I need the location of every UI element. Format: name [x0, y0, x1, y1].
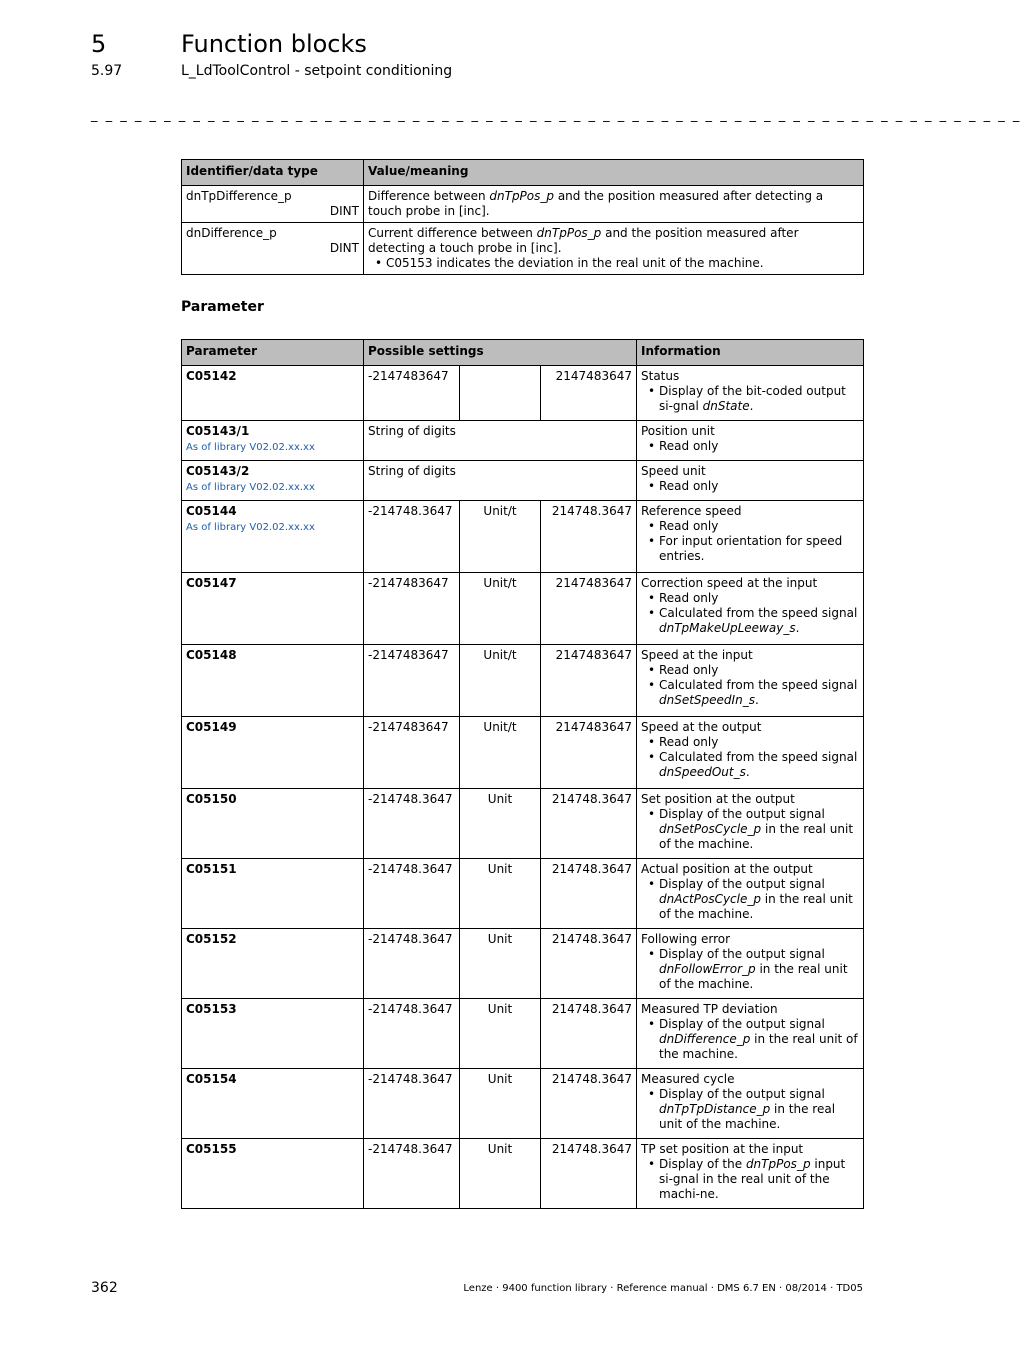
parameter-code-cell	[182, 999, 364, 1069]
column-header-value: Value/meaning	[364, 160, 864, 186]
signal-type: DINT	[329, 241, 359, 255]
setting-min: -214748.3647	[364, 501, 460, 573]
information-title: Measured TP deviation	[641, 1002, 778, 1016]
bullet-signal: dnFollowError_p	[659, 962, 756, 976]
bullet-text: Read only	[659, 735, 719, 749]
information-bullet	[641, 534, 859, 564]
bullet-text: Read only	[659, 479, 719, 493]
column-header-settings: Possible settings	[364, 340, 637, 366]
library-version-note: As of library V02.02.xx.xx	[186, 442, 315, 453]
table-row	[182, 421, 864, 461]
information-cell	[637, 717, 864, 789]
information-title: Status	[641, 369, 680, 383]
parameter-code: C05153	[186, 1002, 237, 1016]
setting-unit: Unit/t	[460, 501, 541, 573]
setting-min: -214748.3647	[364, 929, 460, 999]
information-bullet	[641, 519, 859, 534]
setting-min: -2147483647	[364, 645, 460, 717]
bullet-text: .	[795, 621, 800, 635]
meaning-signal: dnTpPos_p	[536, 226, 602, 240]
bullet-signal: dnDifference_p	[659, 1032, 751, 1046]
setting-unit	[460, 366, 541, 421]
setting-min: -214748.3647	[364, 1069, 460, 1139]
parameter-code-cell	[182, 573, 364, 645]
parameter-code: C05149	[186, 720, 237, 734]
parameter-code: C05150	[186, 792, 237, 806]
information-title: Reference speed	[641, 504, 742, 518]
setting-min: -214748.3647	[364, 999, 460, 1069]
parameter-table	[181, 339, 864, 1209]
signal-name: dnTpDifference_p	[186, 189, 292, 203]
parameter-code: C05144	[186, 504, 237, 518]
meaning-text: and the position measured after detecting a touch probe in [inc].	[368, 189, 824, 218]
bullet-signal: dnSetSpeedIn_s	[659, 693, 755, 707]
setting-min: -2147483647	[364, 717, 460, 789]
section-title: L_LdToolControl - setpoint conditioning	[181, 63, 453, 79]
bullet-text: Calculated from the speed signal	[659, 750, 858, 764]
meaning-text: Difference between	[368, 189, 490, 203]
table-row	[182, 573, 864, 645]
parameter-table-body	[182, 366, 864, 1209]
information-cell	[637, 645, 864, 717]
information-cell	[637, 859, 864, 929]
setting-max: 214748.3647	[541, 789, 637, 859]
table-row	[182, 859, 864, 929]
meaning-text: and the position measured after detecting a touch probe in [inc].	[368, 226, 799, 255]
parameter-code-cell	[182, 366, 364, 421]
bullet-text: For input orientation for speed entries.	[659, 534, 843, 563]
parameter-table-header	[182, 340, 864, 366]
information-title: Speed unit	[641, 464, 706, 478]
parameter-code-cell	[182, 501, 364, 573]
table-row	[182, 366, 864, 421]
parameter-code: C05152	[186, 932, 237, 946]
information-title: Actual position at the output	[641, 862, 813, 876]
signals-table	[181, 159, 864, 275]
bullet-text: in the real unit of the machine.	[659, 1032, 858, 1061]
setting-max: 2147483647	[541, 573, 637, 645]
header-separator: _ _ _ _ _ _ _ _ _ _ _ _ _ _ _ _ _ _ _ _ _ _ _ _ _ _ _ _ _ _ _ _ _ _ _ _ _ _ _ _ _ _ _ _ _ _ _ _ _ _ _ _ _ _ _ _ _ _ _ _ _ _ _ _	[91, 108, 1021, 123]
setting-min: -2147483647	[364, 573, 460, 645]
setting-max: 2147483647	[541, 366, 637, 421]
parameter-code: C05143/2	[186, 464, 250, 478]
bullet-signal: dnActPosCycle_p	[659, 892, 761, 906]
bullet-text: Read only	[659, 591, 719, 605]
information-bullet	[641, 606, 859, 636]
column-header-parameter: Parameter	[182, 340, 364, 366]
table-row	[182, 1069, 864, 1139]
parameter-code: C05142	[186, 369, 237, 383]
table-row	[182, 461, 864, 501]
setting-min: -214748.3647	[364, 1139, 460, 1209]
setting-max: 214748.3647	[541, 859, 637, 929]
signal-name: dnDifference_p	[186, 226, 277, 240]
information-cell	[637, 461, 864, 501]
bullet-text: .	[754, 693, 759, 707]
information-bullet	[641, 750, 859, 780]
information-bullet	[641, 384, 859, 414]
setting-unit: Unit/t	[460, 717, 541, 789]
information-bullet	[641, 678, 859, 708]
bullet-text: in the real unit of the machine.	[659, 962, 848, 991]
table-row	[182, 789, 864, 859]
meaning-text: Current difference between	[368, 226, 537, 240]
table-row	[182, 186, 864, 223]
information-title: Speed at the output	[641, 720, 762, 734]
bullet-text: Display of the output signal	[659, 877, 825, 891]
information-cell	[637, 929, 864, 999]
information-title: Correction speed at the input	[641, 576, 818, 590]
parameter-code: C05154	[186, 1072, 237, 1086]
library-version-note: As of library V02.02.xx.xx	[186, 522, 315, 533]
column-header-information: Information	[637, 340, 864, 366]
information-title: Following error	[641, 932, 731, 946]
parameter-code-cell	[182, 929, 364, 999]
parameter-code: C05148	[186, 648, 237, 662]
parameter-code-cell	[182, 421, 364, 461]
parameter-code-cell	[182, 789, 364, 859]
bullet-text: Display of the output signal	[659, 1017, 825, 1031]
signals-table-header	[182, 160, 864, 186]
setting-max: 214748.3647	[541, 1069, 637, 1139]
library-version-note: As of library V02.02.xx.xx	[186, 482, 315, 493]
bullet-text: Calculated from the speed signal	[659, 606, 858, 620]
parameter-code: C05155	[186, 1142, 237, 1156]
bullet-text: Read only	[659, 519, 719, 533]
bullet-text: Display of the output signal	[659, 947, 825, 961]
parameter-code-cell	[182, 859, 364, 929]
table-row	[182, 645, 864, 717]
setting-max: 214748.3647	[541, 999, 637, 1069]
information-bullet	[641, 479, 859, 494]
meaning-signal: dnTpPos_p	[489, 189, 555, 203]
bullet-signal: dnSetPosCycle_p	[659, 822, 762, 836]
setting-unit: Unit	[460, 1069, 541, 1139]
signal-meaning-cell	[364, 223, 864, 275]
information-bullet	[641, 663, 859, 678]
bullet-signal: dnTpMakeUpLeeway_s	[659, 621, 796, 635]
setting-unit: Unit	[460, 859, 541, 929]
bullet-signal: dnTpPos_p	[745, 1157, 811, 1171]
signal-meaning-cell	[364, 186, 864, 223]
bullet-text: Calculated from the speed signal	[659, 678, 858, 692]
setting-max: 2147483647	[541, 717, 637, 789]
table-row	[182, 999, 864, 1069]
parameter-code-cell	[182, 1069, 364, 1139]
parameter-heading: Parameter	[181, 299, 264, 315]
information-cell	[637, 501, 864, 573]
setting-max: 2147483647	[541, 645, 637, 717]
setting-max: 214748.3647	[541, 1139, 637, 1209]
bullet-text: .	[749, 399, 754, 413]
setting-min: -2147483647	[364, 366, 460, 421]
parameter-code-cell	[182, 717, 364, 789]
bullet-text: Display of the	[659, 1157, 746, 1171]
parameter-code-cell	[182, 461, 364, 501]
bullet-signal: dnSpeedOut_s	[659, 765, 746, 779]
bullet-text: Read only	[659, 439, 719, 453]
setting-min: -214748.3647	[364, 789, 460, 859]
table-row	[182, 717, 864, 789]
footer-doc-info: Lenze · 9400 function library · Reference manual · DMS 6.7 EN · 08/2014 · TD05	[463, 1283, 863, 1294]
bullet-text: in the real unit of the machine.	[659, 892, 853, 921]
information-bullet	[641, 1017, 859, 1062]
setting-unit: Unit	[460, 1139, 541, 1209]
information-title: TP set position at the input	[641, 1142, 804, 1156]
section-number: 5.97	[91, 63, 123, 79]
parameter-code: C05147	[186, 576, 237, 590]
bullet-text: .	[745, 765, 750, 779]
parameter-code: C05143/1	[186, 424, 250, 438]
information-bullet	[641, 1087, 859, 1132]
information-cell	[637, 1069, 864, 1139]
information-cell	[637, 789, 864, 859]
bullet-text: input si-gnal in the real unit of the machi-ne.	[659, 1157, 846, 1201]
parameter-code-cell	[182, 645, 364, 717]
information-bullet	[641, 947, 859, 992]
table-row	[182, 1139, 864, 1209]
bullet-signal: dnState	[702, 399, 750, 413]
setting-unit: Unit	[460, 999, 541, 1069]
setting-unit: Unit	[460, 789, 541, 859]
table-row	[182, 223, 864, 275]
setting-text: String of digits	[364, 421, 637, 461]
information-title: Set position at the output	[641, 792, 795, 806]
parameter-code: C05151	[186, 862, 237, 876]
information-cell	[637, 999, 864, 1069]
bullet-text: in the real unit of the machine.	[659, 1102, 836, 1131]
setting-max: 214748.3647	[541, 501, 637, 573]
parameter-code-cell	[182, 1139, 364, 1209]
setting-unit: Unit	[460, 929, 541, 999]
information-title: Measured cycle	[641, 1072, 735, 1086]
column-header-identifier: Identifier/data type	[182, 160, 364, 186]
setting-min: -214748.3647	[364, 859, 460, 929]
chapter-number: 5	[91, 30, 107, 58]
information-bullet	[641, 735, 859, 750]
page-number: 362	[91, 1280, 118, 1296]
information-bullet	[641, 807, 859, 852]
information-cell	[637, 366, 864, 421]
chapter-title: Function blocks	[181, 30, 367, 58]
information-title: Speed at the input	[641, 648, 753, 662]
bullet-signal: dnTpTpDistance_p	[659, 1102, 771, 1116]
table-row	[182, 501, 864, 573]
bullet-text: Display of the output signal	[659, 807, 825, 821]
bullet-text: Display of the output signal	[659, 1087, 825, 1101]
setting-text: String of digits	[364, 461, 637, 501]
information-cell	[637, 1139, 864, 1209]
information-bullet	[641, 877, 859, 922]
information-bullet	[641, 1157, 859, 1202]
setting-max: 214748.3647	[541, 929, 637, 999]
bullet-text: Display of the bit-coded output si-gnal	[659, 384, 846, 413]
signal-identifier-cell	[182, 186, 364, 223]
setting-unit: Unit/t	[460, 645, 541, 717]
information-bullet	[641, 439, 859, 454]
bullet-text: Read only	[659, 663, 719, 677]
setting-unit: Unit/t	[460, 573, 541, 645]
information-title: Position unit	[641, 424, 715, 438]
meaning-bullet: • C05153 indicates the deviation in the real unit of the machine.	[368, 256, 859, 271]
signal-identifier-cell	[182, 223, 364, 275]
information-cell	[637, 421, 864, 461]
signal-type: DINT	[329, 204, 359, 218]
table-row	[182, 929, 864, 999]
bullet-text: in the real unit of the machine.	[659, 822, 854, 851]
information-cell	[637, 573, 864, 645]
information-bullet	[641, 591, 859, 606]
